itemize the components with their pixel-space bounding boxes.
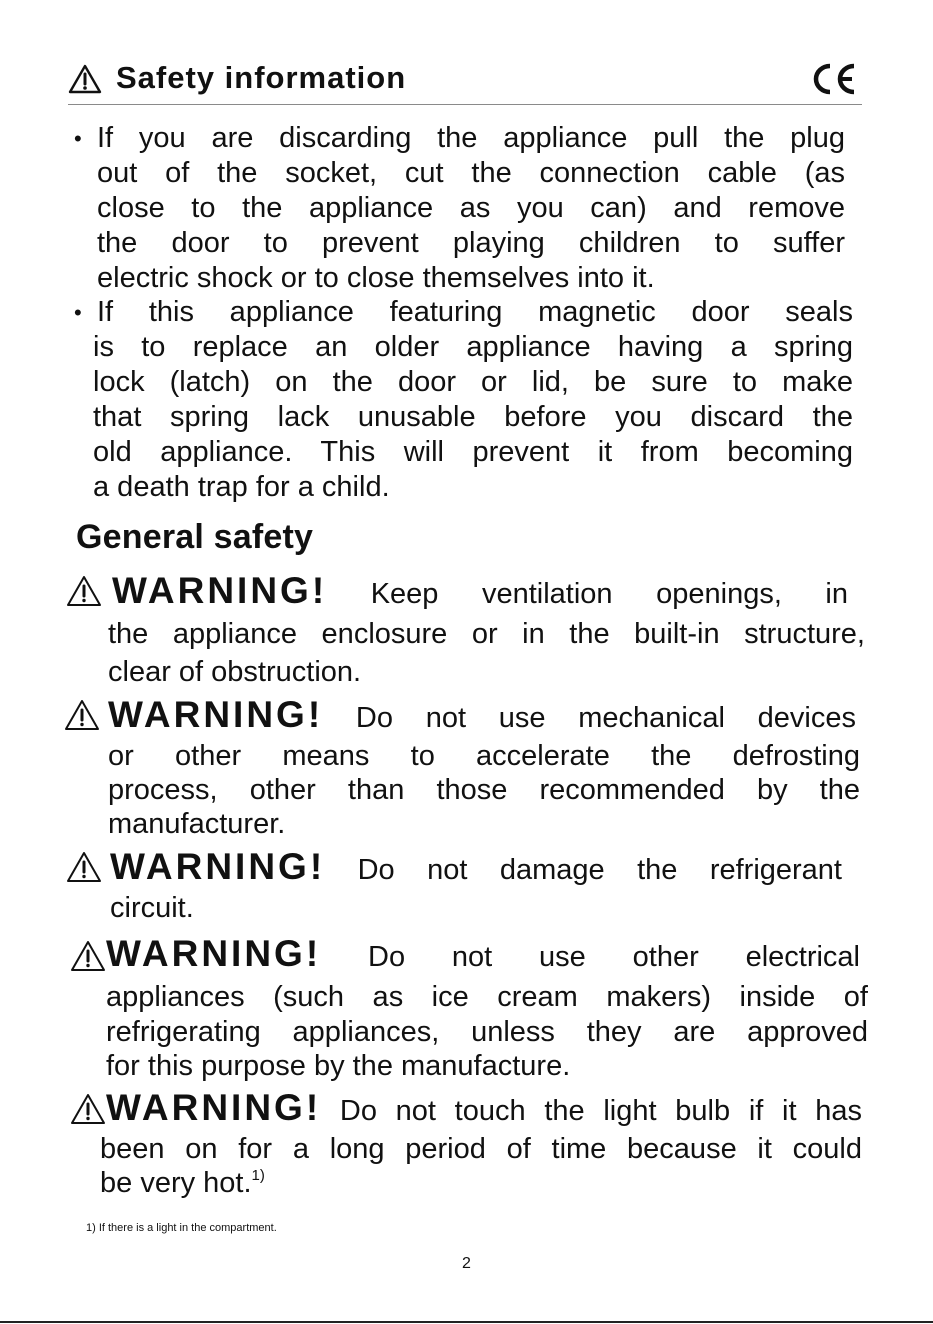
warning-triangle-icon bbox=[64, 699, 100, 731]
warning-first-line bbox=[108, 570, 848, 615]
text-line: Do not use mechanical devices bbox=[355, 702, 857, 734]
text-line: a death trap for a child. bbox=[93, 471, 390, 503]
intro-paragraph bbox=[93, 295, 853, 505]
footnote: 1) If there is a light in the compartment. bbox=[86, 1222, 277, 1234]
warning-block bbox=[100, 1087, 862, 1200]
footnote-reference: 1) bbox=[251, 1167, 265, 1184]
warning-keyword: WARNING! bbox=[106, 933, 322, 974]
section-heading: General safety bbox=[76, 518, 314, 556]
text-line: is to replace an older appliance having a spring bbox=[93, 331, 853, 363]
text-line: for this purpose by the manufacture. bbox=[106, 1050, 571, 1082]
warning-triangle-icon bbox=[66, 575, 102, 607]
bullet-dot: • bbox=[74, 300, 82, 325]
text-line: out of the socket, cut the connection cable (as bbox=[97, 157, 845, 189]
warning-keyword: WARNING! bbox=[112, 570, 328, 611]
warning-triangle-icon bbox=[68, 64, 102, 94]
text-line: the door to prevent playing children to suffer bbox=[97, 227, 845, 259]
text-line: If you are discarding the appliance pull the plug bbox=[97, 122, 845, 154]
warning-keyword: WARNING! bbox=[106, 1087, 322, 1128]
warning-block bbox=[108, 570, 865, 691]
text-line: the appliance enclosure or in the built-in structure, bbox=[108, 618, 865, 650]
text-line: close to the appliance as you can) and remove bbox=[97, 192, 845, 224]
text-line: lock (latch) on the door or lid, be sure to make bbox=[93, 366, 853, 398]
page-title: Safety information bbox=[116, 60, 407, 95]
text-line: Do not damage the refrigerant bbox=[357, 854, 842, 886]
warning-first-line bbox=[106, 932, 860, 979]
warning-block bbox=[106, 932, 868, 1083]
warning-triangle-icon bbox=[66, 851, 102, 883]
text-line: Keep ventilation openings, in bbox=[370, 578, 848, 610]
warning-keyword: WARNING! bbox=[108, 694, 324, 735]
text-line-content: be very hot. bbox=[100, 1167, 252, 1199]
page-number: 2 bbox=[462, 1255, 471, 1272]
text-line: circuit. bbox=[110, 892, 194, 924]
warning-first-line bbox=[100, 1087, 862, 1132]
text-line: electric shock or to close themselves into it. bbox=[97, 262, 655, 294]
warning-block bbox=[110, 846, 845, 925]
text-line: appliances (such as ice cream makers) inside of bbox=[106, 981, 868, 1013]
text-line: or other means to accelerate the defrosting bbox=[108, 740, 860, 772]
text-line: old appliance. This will prevent it from becoming bbox=[93, 436, 853, 468]
warning-block bbox=[108, 694, 860, 841]
warning-first-line bbox=[108, 694, 856, 739]
ce-mark-logo bbox=[810, 62, 858, 96]
text-line: refrigerating appliances, unless they are approved bbox=[106, 1016, 868, 1048]
warning-first-line bbox=[110, 846, 842, 891]
page-header bbox=[68, 58, 862, 105]
bullet-dot: • bbox=[74, 126, 82, 151]
text-line: clear of obstruction. bbox=[108, 656, 362, 688]
warning-triangle-icon bbox=[70, 940, 106, 972]
text-line: Do not touch the light bulb if it has bbox=[339, 1095, 862, 1127]
text-line: process, other than those recommended by the bbox=[108, 774, 860, 806]
text-line: been on for a long period of time because it could bbox=[100, 1133, 862, 1165]
text-line: If this appliance featuring magnetic door seals bbox=[97, 296, 853, 328]
warning-keyword: WARNING! bbox=[110, 846, 326, 887]
text-line bbox=[100, 1166, 862, 1200]
intro-paragraph bbox=[97, 121, 845, 296]
bottom-border bbox=[0, 1321, 933, 1323]
text-line: Do not use other electrical bbox=[368, 941, 860, 973]
text-line: that spring lack unusable before you discard the bbox=[93, 401, 853, 433]
text-line: manufacturer. bbox=[108, 808, 286, 840]
